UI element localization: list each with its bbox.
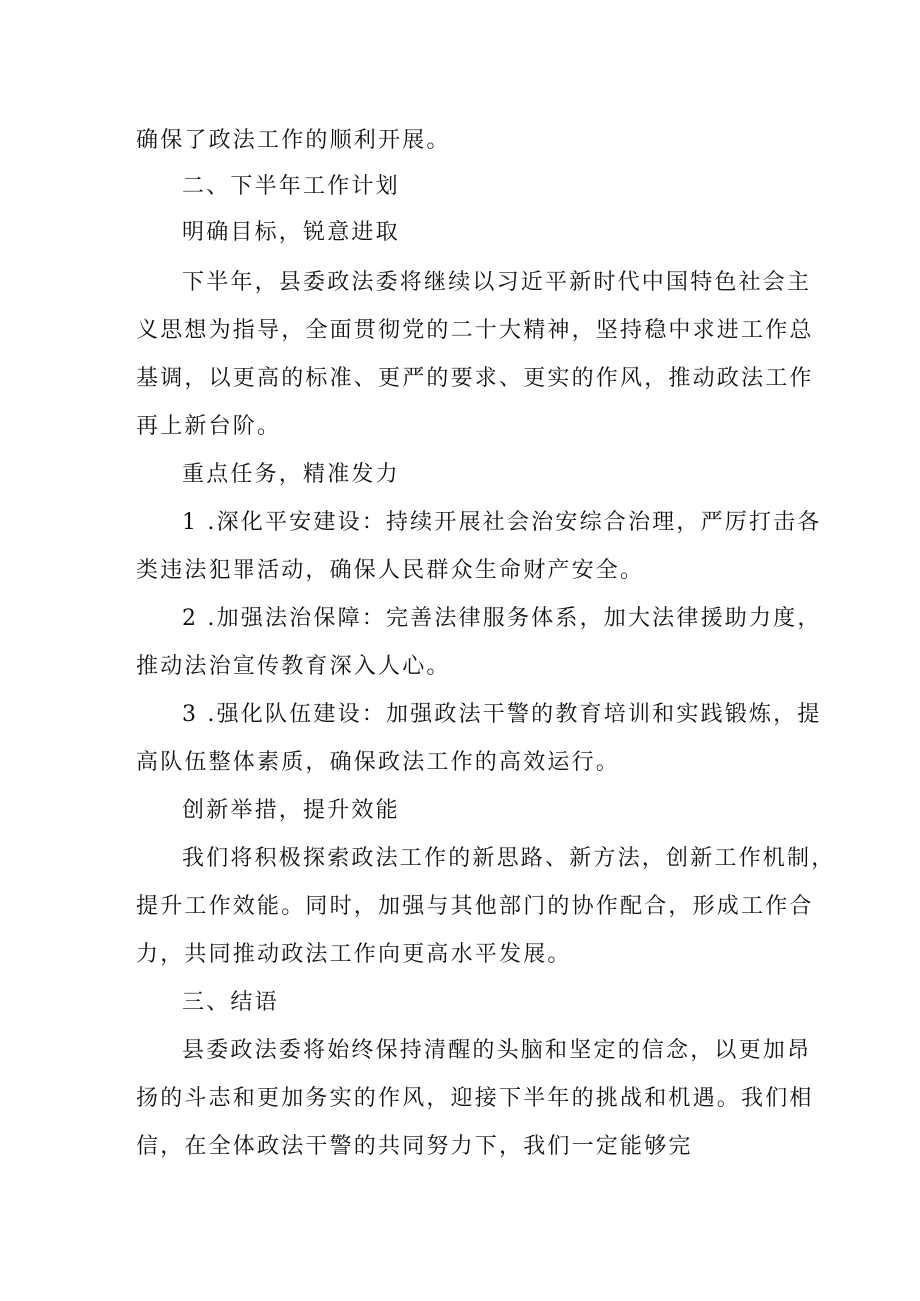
paragraph-line: 下半年，县委政法委将继续以习近平新时代中国特色社会主 (182, 270, 812, 295)
paragraph-line: 我们将积极探索政法工作的新思路、新方法，创新工作机制， (182, 846, 836, 871)
paragraph-line: 再上新台阶。 (136, 414, 282, 439)
section-heading-2: 二、下半年工作计划 (182, 174, 400, 199)
list-item-3-cont: 高队伍整体素质，确保政法工作的高效运行。 (136, 750, 621, 775)
list-item-3: 3 .强化队伍建设：加强政法干警的教育培训和实践锻炼，提 (182, 702, 822, 727)
subheading-tasks: 重点任务，精准发力 (182, 462, 400, 487)
paragraph-line: 县委政法委将始终保持清醒的头脑和坚定的信念，以更加昂 (182, 1038, 812, 1063)
subheading-innovation: 创新举措，提升效能 (182, 798, 400, 823)
paragraph-continuation: 确保了政法工作的顺利开展。 (136, 128, 451, 153)
paragraph-line: 基调，以更高的标准、更严的要求、更实的作风，推动政法工作 (136, 366, 814, 391)
list-item-2-cont: 推动法治宣传教育深入人心。 (136, 654, 451, 679)
paragraph-line: 力，共同推动政法工作向更高水平发展。 (136, 942, 572, 967)
paragraph-line: 义思想为指导，全面贯彻党的二十大精神，坚持稳中求进工作总 (136, 318, 814, 343)
list-item-1: 1 .深化平安建设：持续开展社会治安综合治理，严厉打击各 (182, 510, 822, 535)
section-heading-3: 三、结语 (182, 990, 279, 1015)
paragraph-line: 提升工作效能。同时，加强与其他部门的协作配合，形成工作合 (136, 894, 814, 919)
paragraph-line: 扬的斗志和更加务实的作风，迎接下半年的挑战和机遇。我们相 (136, 1086, 814, 1111)
list-item-2: 2 .加强法治保障：完善法律服务体系，加大法律援助力度， (182, 606, 822, 631)
list-item-1-cont: 类违法犯罪活动，确保人民群众生命财产安全。 (136, 558, 645, 583)
subheading-goals: 明确目标，锐意进取 (182, 220, 400, 245)
paragraph-line: 信，在全体政法干警的共同努力下，我们一定能够完 (136, 1134, 693, 1159)
